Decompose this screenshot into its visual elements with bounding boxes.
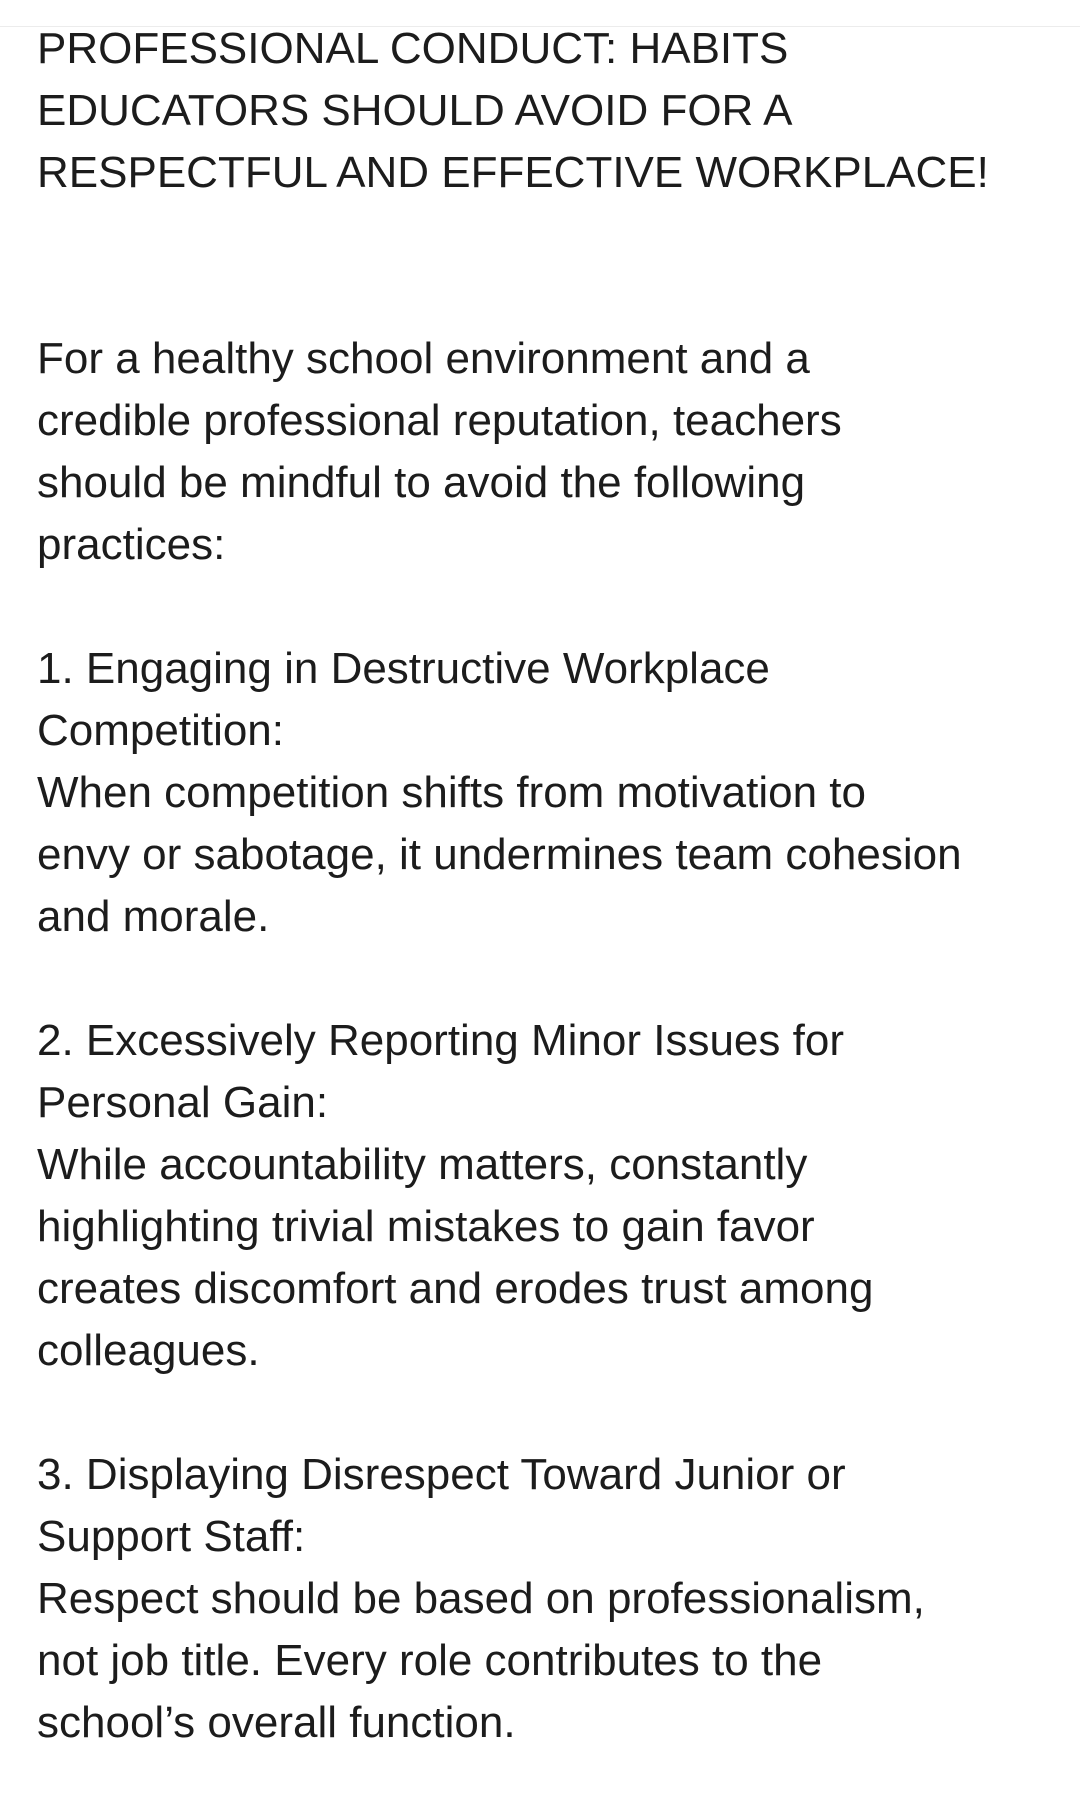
intro-line-2: credible professional reputation, teachers — [37, 396, 842, 445]
item-2-heading-line-2: Personal Gain: — [37, 1078, 329, 1127]
item-2-spacing — [37, 1382, 1047, 1444]
item-2-body-line-3: creates discomfort and erodes trust among — [37, 1264, 874, 1313]
document-title — [37, 18, 1047, 204]
intro-line-4: practices: — [37, 520, 226, 569]
list-item-2 — [37, 1010, 1047, 1382]
item-1-body-line-3: and morale. — [37, 892, 270, 941]
item-1-body-line-2: envy or sabotage, it undermines team cohesion — [37, 830, 962, 879]
item-3-body-line-1: Respect should be based on professionalism, — [37, 1574, 925, 1623]
item-2-heading-line-1: 2. Excessively Reporting Minor Issues for — [37, 1016, 844, 1065]
item-2-body-line-1: While accountability matters, constantly — [37, 1140, 808, 1189]
item-3-body-line-2: not job title. Every role contributes to the — [37, 1636, 823, 1685]
item-1-spacing — [37, 948, 1047, 1010]
title-spacing — [37, 204, 1047, 328]
item-2-body-line-4: colleagues. — [37, 1326, 260, 1375]
intro-spacing — [37, 576, 1047, 638]
title-line-2: EDUCATORS SHOULD AVOID FOR A — [37, 86, 793, 135]
title-line-1: PROFESSIONAL CONDUCT: HABITS — [37, 24, 789, 73]
item-3-heading-line-1: 3. Displaying Disrespect Toward Junior or — [37, 1450, 846, 1499]
list-item-1 — [37, 638, 1047, 948]
item-3-heading-line-2: Support Staff: — [37, 1512, 306, 1561]
intro-line-1: For a healthy school environment and a — [37, 334, 810, 383]
document-body — [37, 18, 1047, 1754]
title-line-3: RESPECTFUL AND EFFECTIVE WORKPLACE! — [37, 148, 989, 197]
intro-paragraph — [37, 328, 1047, 576]
item-1-body-line-1: When competition shifts from motivation to — [37, 768, 866, 817]
item-2-body-line-2: highlighting trivial mistakes to gain favor — [37, 1202, 815, 1251]
item-3-body-line-3: school’s overall function. — [37, 1698, 516, 1747]
item-1-heading-line-1: 1. Engaging in Destructive Workplace — [37, 644, 770, 693]
intro-line-3: should be mindful to avoid the following — [37, 458, 806, 507]
list-item-3 — [37, 1444, 1047, 1754]
item-1-heading-line-2: Competition: — [37, 706, 285, 755]
